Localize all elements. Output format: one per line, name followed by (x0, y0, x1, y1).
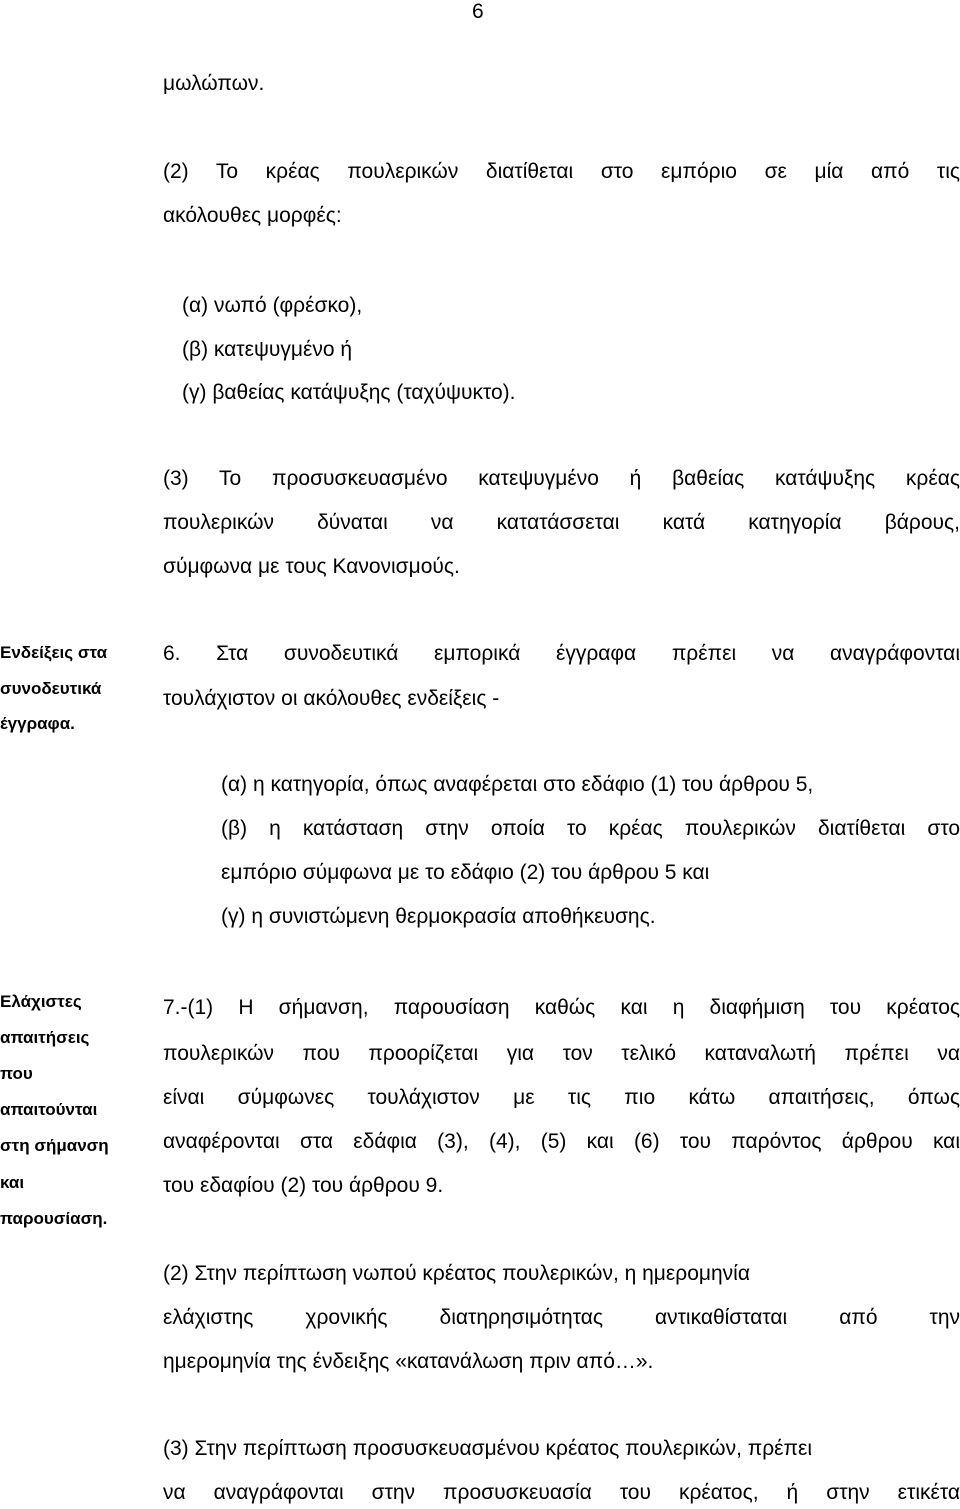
list-item: (β) η κατάσταση στην οποία το κρέας πουλερικών διατίθεται στο (221, 817, 960, 840)
list-item: (β) κατεψυγμένο ή (182, 338, 353, 361)
margin-note-line: και (0, 1173, 25, 1192)
list-item: εμπόριο σύμφωνα με το εδάφιο (2) του άρθρου 5 και (221, 861, 710, 884)
text-line: (2) Το κρέας πουλερικών διατίθεται στο εμπόριο σε μία από τις (163, 160, 960, 183)
text-line: τουλάχιστον οι ακόλουθες ενδείξεις - (163, 687, 500, 710)
text-line: σύμφωνα με τους Κανονισμούς. (163, 555, 460, 578)
text-line: (2) Στην περίπτωση νωπού κρέατος πουλερικών, η ημερομηνία (163, 1262, 750, 1285)
text-line: ελάχιστης χρονικής διατηρησιμότητας αντικαθίσταται από την (163, 1306, 960, 1329)
text-line: πουλερικών που προορίζεται για τον τελικό καταναλωτή πρέπει να (163, 1042, 960, 1065)
section-heading-line: 7.-(1) Η σήμανση, παρουσίαση καθώς και η διαφήμιση του κρέατος (163, 996, 960, 1019)
margin-note-line: συνοδευτικά (0, 679, 102, 698)
list-item: (γ) η συνιστώμενη θερμοκρασία αποθήκευσης. (221, 905, 656, 928)
text-line: να αναγράφονται στην προσυσκευασία του κρέατος, ή στην ετικέτα (163, 1481, 960, 1504)
section-heading-line: 6. Στα συνοδευτικά εμπορικά έγγραφα πρέπει να αναγράφονται (163, 642, 960, 665)
text-line: του εδαφίου (2) του άρθρου 9. (163, 1174, 444, 1197)
margin-note-line: απαιτήσεις (0, 1028, 90, 1047)
list-item: (α) νωπό (φρέσκο), (182, 294, 363, 317)
list-item: (γ) βαθείας κατάψυξης (ταχύψυκτο). (182, 381, 516, 404)
text-line: πουλερικών δύναται να κατατάσσεται κατά κατηγορία βάρους, (163, 511, 960, 534)
page-number: 6 (472, 0, 484, 23)
margin-note-line: παρουσίαση. (0, 1209, 108, 1228)
margin-note-line: που (0, 1064, 33, 1083)
margin-note-line: έγγραφα. (0, 714, 75, 733)
text-line: αναφέρονται στα εδάφια (3), (4), (5) και (6) του παρόντος άρθρου και (163, 1130, 960, 1153)
margin-note-line: Ελάχιστες (0, 992, 82, 1011)
margin-note-line: Ενδείξεις στα (0, 643, 108, 662)
text-line: μωλώπων. (163, 72, 265, 95)
text-line: ημερομηνία της ένδειξης «κατανάλωση πριν από…». (163, 1350, 654, 1373)
text-line: (3) Στην περίπτωση προσυσκευασμένου κρέατος πουλερικών, πρέπει (163, 1437, 813, 1460)
text-line: (3) Το προσυσκευασμένο κατεψυγμένο ή βαθείας κατάψυξης κρέας (163, 467, 960, 490)
text-line: είναι σύμφωνες τουλάχιστον με τις πιο κάτω απαιτήσεις, όπως (163, 1086, 960, 1109)
list-item: (α) η κατηγορία, όπως αναφέρεται στο εδάφιο (1) του άρθρου 5, (221, 773, 814, 796)
margin-note-line: απαιτούνται (0, 1100, 98, 1119)
text-line: ακόλουθες μορφές: (163, 204, 342, 227)
margin-note-line: στη σήμανση (0, 1136, 109, 1155)
